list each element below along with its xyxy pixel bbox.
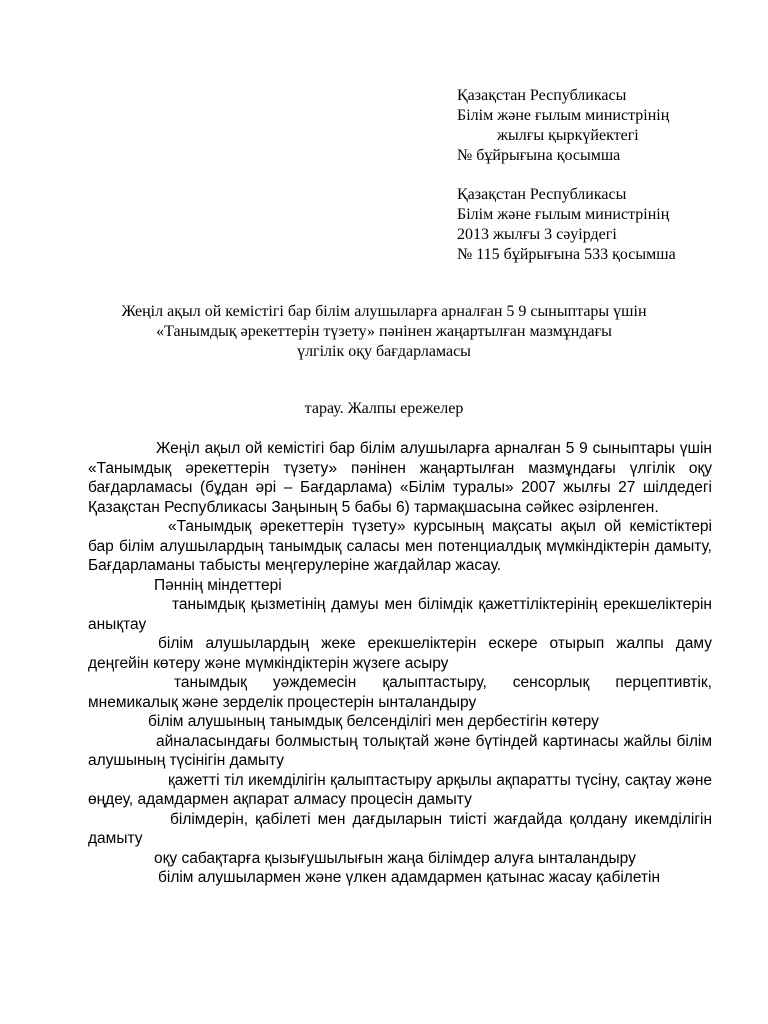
list-item: қажетті тіл икемділігін қалыптастыру арқылы ақпаратты түсіну, сақтау және өңдеу, адамдармен ақпарат алмасу процесін дамыту bbox=[88, 771, 712, 808]
list-item: білім алушылардың жеке ерекшеліктерін ескере отырып жалпы даму деңгейін көтеру және мүмкіндіктерін жүзеге асыру bbox=[88, 635, 712, 672]
paragraph: Жеңіл ақыл ой кемістігі бар білім алушыларға арналған 5 9 сыныптары үшін «Танымдық әрекеттерін түзету» пәнінен жаңартылған мазмұндағы үлгілік оқу бағдарламасы (бұдан әрі – Бағдарлама) «Білім туралы» 2007 жылғы 27 шілдедегі Қазақстан Республикасы Заңының 5 бабы 6) тармақшасына сәйкес әзірленген. bbox=[88, 440, 712, 516]
list-item: білім алушының танымдық белсенділігі мен дербестігін көтеру bbox=[148, 713, 599, 730]
paragraph: «Танымдық әрекеттерін түзету» курсының мақсаты ақыл ой кемістіктері бар білім алушылардың танымдық саласы мен потенциалдық мүмкіндіктерін дамыту, Бағдарламаны табысты меңгерулеріне жағдайлар жасау. bbox=[88, 518, 712, 574]
title-line: Жеңіл ақыл ой кемістігі бар білім алушыларға арналған 5 9 сыныптары үшін bbox=[121, 303, 647, 320]
header-order-number: № 115 бұйрығына 533 қосымша bbox=[457, 246, 676, 263]
approval-header-previous bbox=[457, 185, 707, 265]
list-item: танымдық уәждемесін қалыптастыру, сенсорлық перцептивтік, мнемикалық және зерделік процестерін ынталандыру bbox=[88, 674, 712, 711]
header-ministry: Білім және ғылым министрінің bbox=[457, 206, 670, 223]
header-ministry: Білім және ғылым министрінің bbox=[457, 107, 670, 124]
header-date: жылғы қыркүйектегі bbox=[497, 127, 639, 144]
list-item: білімдерін, қабілеті мен дағдыларын тиісті жағдайда қолдану икемділігін дамыту bbox=[88, 810, 712, 847]
document-body bbox=[88, 439, 712, 888]
header-country: Қазақстан Республикасы bbox=[457, 87, 627, 104]
list-item: айналасындағы болмыстың толықтай және бүтіндей картинасы жайлы білім алушының түсінігін дамыту bbox=[88, 732, 712, 769]
header-date: 2013 жылғы 3 сәуірдегі bbox=[457, 226, 617, 243]
title-line: үлгілік оқу бағдарламасы bbox=[297, 343, 471, 360]
list-item: білім алушылармен және үлкен адамдармен қатынас жасау қабілетін bbox=[158, 869, 661, 886]
list-item: оқу сабақтарға қызығушылығын жаңа білімдер алуға ынталандыру bbox=[154, 849, 636, 867]
approval-header-current bbox=[457, 86, 707, 166]
header-country: Қазақстан Республикасы bbox=[457, 186, 627, 203]
title-line: «Танымдық әрекеттерін түзету» пәнінен жаңартылған мазмұндағы bbox=[156, 323, 612, 340]
header-order-number: № бұйрығына қосымша bbox=[457, 147, 621, 164]
list-item: танымдық қызметінің дамуы мен білімдік қажеттіліктерінің ерекшеліктерін анықтау bbox=[88, 596, 712, 633]
document-title bbox=[60, 302, 708, 362]
paragraph: Пәннің міндеттері bbox=[154, 576, 282, 594]
section-heading: тарау. Жалпы ережелер bbox=[304, 400, 464, 417]
